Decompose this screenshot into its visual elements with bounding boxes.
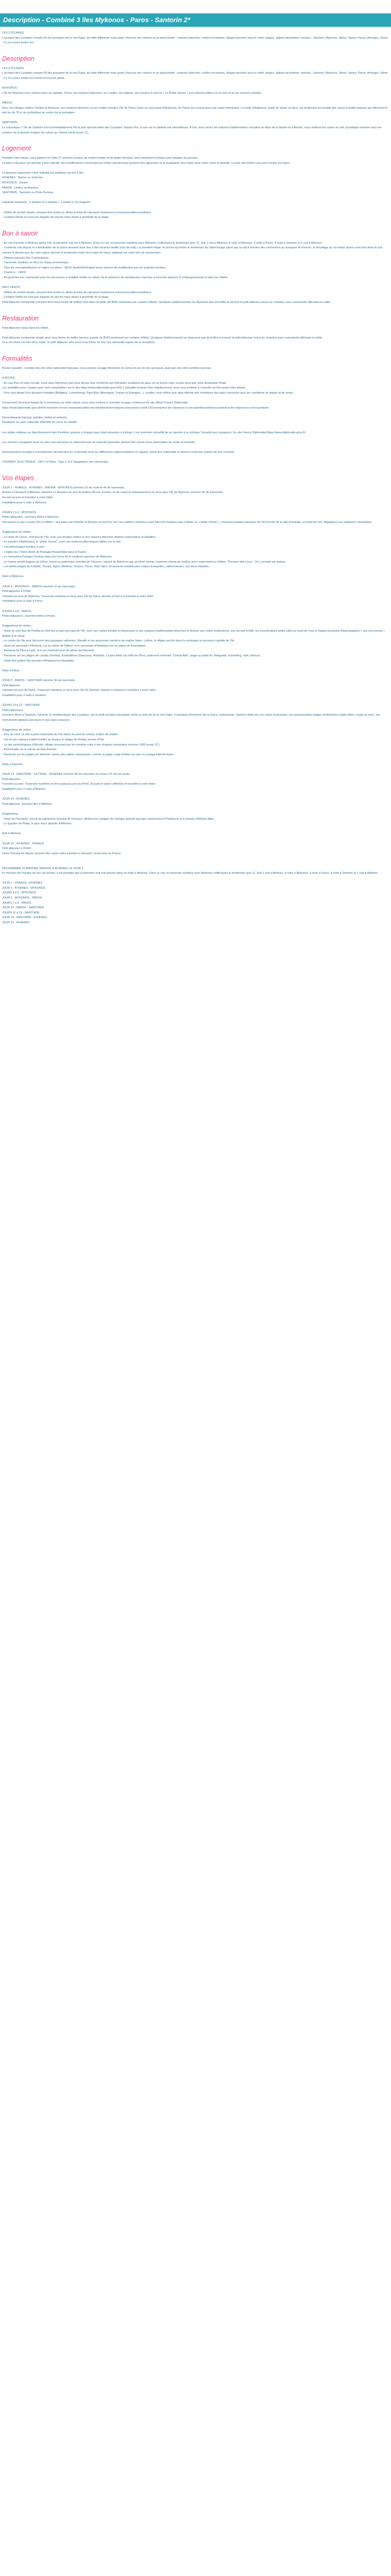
paragraph: - En cas d'un vol avec escale, nous vous informons que vous devrez être conforme aux formalités sanitaires du pays où se trouve votre escale ainsi que votre destination finale. (2, 381, 227, 385)
spacer (2, 570, 389, 575)
spacer (2, 505, 389, 511)
paragraph: La liste ci-dessous est donnée à titre indicatif, des modifications concernant les hôtels sélectionnés peuvent être apportées et la localisation des hôtels peut varier selon la période. La liste des hôtels vous sera remise sur place. (2, 161, 291, 165)
paragraph: Ressortissants français (adultes, bébés et enfants) : (2, 416, 69, 419)
paragraph: Ressortissants étrangers et binationaux devront être en conformité avec les différentes réglementations en vigueur, selon leur nationalité et doivent s'informer auprès de leur consulat. (2, 451, 235, 454)
paragraph: - Parsiente sur les plages de Livadia (Parikia), Kolimbithres (Naoussa), Ambelas. La plus belle est celle de Drios, justement nommée "Chrissi Akti", plage au sable fin, Beligrade, snorkeling, voile, kitesurf... (2, 654, 262, 657)
section (2, 31, 389, 46)
paragraph: JOUR 14 : ATHENES (2, 798, 30, 801)
paragraph: Nuits à Santorin (2, 763, 23, 767)
paragraph: - Le monastère Panagia Tourliani dans les terres de la moderne paroisse de Mykonos. (2, 555, 112, 559)
paragraph: JOUR 6 : MYKONOS - PAROS (2, 896, 42, 900)
paragraph: Petit-déjeuner à l'hôtel. (2, 590, 32, 594)
paragraph: Petit-déjeuner. Journée libre à Athènes. (2, 802, 53, 806)
paragraph: Selon l'horaire de départ, journée libre avant votre transfert à l'aéroport. Envol pour la France. (2, 852, 122, 855)
paragraph: Installation pour 4 nuits à Santorin. (2, 693, 47, 697)
spacer (2, 698, 389, 703)
paragraph: Ci-dessous logements à titre indicatif (ou similaire) sur les 3 îles : (2, 171, 86, 175)
spacer (2, 206, 389, 211)
spacer (2, 856, 389, 861)
spacer (2, 166, 389, 171)
spacer (2, 196, 389, 201)
paragraph: JOURS 11 à 13 : SANTORIN (2, 911, 40, 914)
paragraph: Nuit à Athènes. (2, 832, 22, 836)
paragraph: - Programme non contractuel pour les personnes à mobilité réduite en raison de la présence de nombreuses marches à bord des bateaux (2 embarquements) et dans les hôtels. (2, 276, 229, 279)
paragraph: JOURS 7 à 9 : PAROS (2, 901, 31, 905)
paragraph: SANTORIN : Santorini ou Porto Perissa (2, 191, 53, 195)
paragraph: https://www.diplomatie.gouv.fr/fr/le-ministere-et-son-reseau/actualites-du-ministere/informations-coronavirus-covid-19/coronavirus-les-reponses-a-vos-questions/article/coronavirus-les-reponses-a-vos-questions (2, 406, 269, 410)
spacer (2, 723, 389, 728)
paragraph: JOURS 10 à 12 : SANTORIN (2, 703, 40, 707)
paragraph: Capacité maximum : 3 adultes ou 2 adultes + 1 enfant (+ fin d'apport). (2, 201, 92, 205)
paragraph: Concernant l'éventuel impact du Coronavirus sur votre séjour, nous vous invitons à consulter la page ci-dessous du site officiel France Diplomatie : (2, 401, 189, 405)
paragraph: Accueil au port et transfert à votre hôtel. (2, 496, 54, 499)
paragraph: JOUR 15 : ATHENES (2, 921, 30, 925)
paragraph: - Visite des petites îles proches d'Antiparos et Despotiko. (2, 659, 75, 663)
spacer (2, 331, 389, 336)
paragraph: - Les belles plages de Kalafati, Tourlos, Agios Stefanos, Psarou, Ornos, Plati Yalos. Et aussi de nombreuses criques tranquilles, sablonneuses, aux vieux limpides... (2, 565, 211, 569)
paragraph: - Le site archéologique d'Akrotiri, village recouvert par les cendres suite à une éruption volcanique (environ 1500 avant J.C) (2, 743, 160, 747)
spacer (2, 792, 389, 798)
paragraph: Transfert au port. Traversée maritime en ferry jusqu'au port du Pirée. Accueil et visite à Athènes et transfert à votre hôtel. (2, 783, 156, 786)
spacer (2, 604, 389, 609)
paragraph: - Naoussa (le Pisa à vaut), et et au charmant port de pêche de Naoussa. (2, 649, 95, 653)
paragraph: - Pour tout départ d'un aéroport frontalier (Belgique, Luxembourg, Pays-Bas, Allemagne, Suisse ou Espagne...), veuillez vous référer aux sites officiels des ministères des pays concernés pour les conditions de départ et de retour. (2, 391, 294, 395)
spacer (2, 435, 389, 440)
spacer (2, 455, 389, 461)
spacer (2, 445, 389, 450)
paragraph: MYKONOS : Zanels (2, 181, 28, 185)
spacer (2, 876, 389, 882)
paragraph: INFO VERITE : (2, 286, 22, 290)
paragraph: Découvrez ce qui a rendu l'île si célèbre : ses jolies rues étroites et fleuries en bord de mer, les célèbres moulins à vent dans les hauteurs des collines, la « petite Venise », charmant quartier populaire de l'île proche de la ville principale, en bord de mer, dégageant une ambiance romantique. (2, 520, 372, 524)
paragraph: COURANT ÉLECTRIQUE : 230 V et 50Hz. Type C et F. Adaptateur non nécessaire. (2, 461, 109, 464)
paragraph: PROGRAMME SI ARRIVEE TARDIVE À ATHÈNES LE JOUR 1 : (2, 867, 85, 870)
paragraph: Nuits à Mykonos. (2, 575, 24, 579)
paragraph: Petits-déjeuners. Journées libres à Mykonos. (2, 516, 60, 519)
paragraph: - Parsiente sur les plages de Santorin, issues des sables volcaniques, comme la plage rouge Kokkini au sud ou la plage blanche Aspri. (2, 753, 174, 756)
paragraph: - Tous les correspondances et règles sur place : ZEUS (Hydrofoil/Seajet) (sous réserve de modification par les autorités locales). (2, 266, 167, 269)
paragraph: Le volcanique / L'île de Santorin est incontestablement l'île la plus spectaculaire des Cyclades. Depuis Fira, la vue sur la caldeira est merveilleuse. A Oia, vous verrez les maisons traditionnelles creusées au flanc de la falaise et à Akrotiri, vous visiterez les ruines du site cycladique essaimé sous les cendres de la grande éruption du volcan au 16ème siècle avant J.C. (2, 126, 383, 134)
paragraph: - Check-in : 14h00 (2, 271, 26, 275)
paragraph: - Visite de l'Acropole, inscrit au patrimoine mondial de l'Unesco, abritant les vestiges de l'antique période grecque notamment le Parthénon et le temple d'Athéna Niké. (2, 817, 215, 821)
spacer (2, 426, 389, 431)
section (2, 355, 389, 465)
paragraph: L'archipel des Cyclades compte 56 îles groupées de la mer Égée, de taille différente mais ayant chacune son charme et sa particularité : maisons blanches, ruelles escarpées, villages perchés sous le soleil, plages, églises byzantines, moulins...Santorin, Mykonos, Sifnos, Naxos, Paros, Amorgos, Délos : il y en a pour toutes les envies et tous les goûts. (2, 72, 389, 80)
paragraph: JOUR 1 : FRANCE - ATHENES - RAFINA - MYKONOS (environ 1h de route et 4h de traversée) (2, 486, 125, 489)
paragraph: Petit-déjeuner continental simple servi sous forme de buffet (service à partir de 8h30 seulement sur certains hôtels). Quelques établissements ne disposent pas de buffet et servent le petit-déjeuner inclus en chambre sous commande effectuée la veille. (2, 336, 323, 340)
paragraph: Pendant votre séjour, vous logerez en hôtel 2* (normes locales) de confort simple et de petite structure, dont seulement certains sont équipés de piscines. (2, 157, 199, 160)
paragraph: JOURS 2 à 4 : MYKONOS (2, 511, 37, 514)
paragraph: - Visite du sanctuaire d'Artémis, sur la colline de Dilliani, et le sanctuaire d'Asklépios sur la colline de Koundados. (2, 644, 146, 648)
paragraph: JOUR 14 : SANTORIN - ATHENES (2, 916, 47, 920)
section (2, 315, 389, 346)
paragraph: JOUR 1 : FRANCE - ATHENES (2, 882, 43, 885)
paragraph: - Certains hôtels ne sont pas équipés de piscine mais situés à proximité de la plage. (2, 216, 110, 219)
paragraph: JOUR 5 : MYKONOS - PAROS (environ 1h de traversée) (2, 585, 75, 588)
paragraph: JOUR 10 : PAROS - SANTORIN (2, 906, 44, 910)
paragraph: Petit-déjeuner continental (souvent servi sous forme de buffet) servi dans la partie de 8h00 seulement sur certains hôtels). Quelques établissements ne disposent pas de buffet et servent le petit-déjeuner inclus en chambre sous commande effectuée la veille. (2, 300, 331, 304)
spacer (2, 768, 389, 773)
paragraph: LES CYCLADES (2, 66, 24, 70)
paragraph: Journées libres à Santorin. Santorin, le emblématique des Cyclades, est un petit archipel volcanique niché au sud-est de la mer Egée, à quelques kilomètres de la Grèce continentale. Santorin attire par son cadre enchanteur, ses spectaculaires plages multicolores (sable blanc, rouge ou noir), ses monuments typiques grecques et ses eaux turquoise. (2, 714, 381, 722)
paragraph: - Traversée maritime en ferry en classe économique (2, 261, 69, 265)
paragraph: Petit-déjeuner. (2, 777, 21, 781)
section (2, 230, 389, 306)
paragraph: JOUR 2 : ATHENES - MYKONOS (2, 886, 45, 890)
paragraph: - Hôtels de confort simple, pouvant être isolés ou situés proche de l'aéroport (nuisances sonores/visuelles possibles). (2, 211, 152, 214)
paragraph: Les mineurs voyageant seuls ou avec une personne ne disposant pas de l'autorité parentale doivent être munis d'une autorisation de sortie de territoire. (2, 440, 196, 444)
paragraph: Installation pour 2 nuits à Athènes. (2, 788, 46, 791)
paragraph: Avec ses villages côtiers, Parikia et Naoussa, aux maisons blanches et aux ruelles étroites, l'île de Paros (situe au sud-ouest d'Mykonos), de Paros est connue pour son cadre intemporel. La visite d'Antiparos, petite île située en face, est facilement accessible par cirque et petits bateaux qui sillonnent le port ou de 70 m de profondeur au centre de la montagne. (2, 106, 389, 115)
paragraph: - Fira, au nord, la ville la plus importante de l'île située au pied du volcan, à flanc de falaise. (2, 733, 119, 737)
paragraph: L'île de Mykonos vous séduira avec sa capitale, Chora, ses maisons blanches, ses ruelles, ses églises, ses moulins à vent et « La Petite Venise » aux maisons bâties sur la mer et sa vie nocturne animée. (2, 91, 262, 95)
section-heading: Logement (2, 145, 31, 152)
paragraph: JOUR 15 : ATHENES - FRANCE (2, 842, 44, 845)
paragraph: Petit-déjeuner. (2, 684, 21, 687)
paragraph: En fonction de l'horaire de son vol arrivée, il est possible que la première nuit soit passée dans un hôtel à Athènes. Dans ce cas, la traversée maritime pour Mykonos s'effectuera le lendemain (jour 2). Soit 1 nuit à Athènes, 4 nuits à Mykonos, 4 nuits à Paros, 4 nuits à Santorin et 1 nuit à Athènes : (2, 872, 380, 875)
spacer (2, 411, 389, 416)
section (2, 474, 389, 926)
spacer (2, 281, 389, 286)
spacer (2, 837, 389, 842)
paragraph: Suggestions de visites : (2, 728, 32, 732)
spacer (2, 116, 389, 121)
paragraph: Les règles relatives au franchissement des frontières propres à chaque pays étant amenées à évoluer, il est vivement conseillé de se reporter à la rubrique "conseils aux voyageurs" du site France Diplomatie.https://www.diplomatie.gouv.fr/ (2, 431, 306, 434)
paragraph: ATHENES : Marine ou Solomou (2, 176, 43, 180)
paragraph: JOURS 3 à 5 : MYKONOS (2, 891, 37, 895)
spacer (2, 580, 389, 585)
content (0, 27, 391, 926)
section-heading: Vos étapes (2, 474, 35, 482)
section-heading: Description (2, 55, 35, 62)
section-heading: Restauration (2, 314, 39, 322)
paragraph: - Hôtels de confort simple, pouvant être isolés ou situés proche de l'aéroport (nuisances sonores/visuelles possibles). (2, 291, 152, 294)
paragraph: - Le centre de l'île pour découvrir des paysages vallonnés. Marathi et les anciennes carrières de marbre blanc. Lefkes, le village perché dans la montagne et ancienne capitale de l'île. (2, 639, 235, 643)
paragraph: Nuits à Paros. (2, 669, 21, 672)
paragraph: - Promenade sur le volcan de Nea Kameni. (2, 748, 57, 752)
paragraph: - Le musée archéologique de Délos, inscrit au patrimoine mondial de l'Unesco, séparé de Mykonos par un étroit chenal, immense champ de fouilles avec notamment la célèbre "Terrasse des Lions". On y accède par bateau. (2, 560, 287, 564)
section (2, 145, 389, 221)
paragraph: - Certains hôtels ne sont pas équipés de piscine mais situés à proximité de la plage. (2, 296, 110, 299)
section-heading: Formalités (2, 354, 32, 362)
section-heading: Bon à savoir (2, 229, 38, 237)
paragraph: Suggestions : (2, 812, 20, 816)
section (2, 55, 389, 135)
paragraph: LES CYCLADES (2, 31, 24, 35)
spacer (2, 619, 389, 624)
paragraph: JOURS 6 à 8 : PAROS (2, 609, 31, 613)
paragraph: - L'église du 17ème siècle de Panagia Paraportiani dans le Kastro. (2, 550, 87, 554)
paragraph: JOUR 9 : PAROS - SANTORIN (environ 3h de traversée) (2, 679, 75, 682)
spacer (2, 526, 389, 531)
spacer (2, 664, 389, 669)
paragraph: - Les pittoresques moulins à vent. (2, 545, 45, 549)
paragraph: Installation pour 4 nuits à Mykonos. (2, 501, 47, 504)
page-title: Description - Combiné 3 îles Mykonos - Paros - Santorin 2* (0, 13, 391, 27)
paragraph: A NOTER (2, 377, 15, 380)
paragraph: Transfert au port de Mykonos. Traversée maritime en ferry pour l'île de Paros. Arrivée à Paros et transfert à votre hôtel. (2, 595, 154, 598)
paragraph: Si le vol retour est très tôt le matin, le petit déjeuner sera servi sous forme de box (sur demande auprès de la réception). (2, 341, 156, 345)
paragraph: Passeport ou carte nationale d'identité en cours de validité. (2, 421, 78, 425)
paragraph: - En cas d'arrivée à Athènes après 13h, la première nuit est à Athènes. Dans ce cas, la traversée maritime pour Mykonos s'effectuera le lendemain (jour 2). Soit 1 nuit à Athènes, 4 nuits à Mykonos, 4 nuits à Paros, 4 nuits à Santorin et 1 nuit à Athènes. (2, 241, 323, 245)
paragraph: Arrivée à l'aéroport d'Athènes, transfert en direction du port de Rafina (40 km, environ 1h de route) et embarquement en ferry pour l'île de Mykonos (environ 4h de traversée). (2, 491, 224, 495)
paragraph: Suggestions de visites : (2, 624, 32, 628)
paragraph: Installation pour 4 nuits à Paros. (2, 600, 43, 603)
paragraph: JOUR 13 : SANTORIN - LE PIREE - ATHENES (environ 8h de traversée et environ 20 min de route) (2, 773, 130, 776)
paragraph: MYKONOS : (2, 87, 19, 90)
paragraph: Petit déjeuner à l'hôtel. (2, 847, 31, 851)
spacer (2, 96, 389, 101)
paragraph: Petit-déjeuner inclus dans les hôtels. (2, 326, 50, 330)
paragraph: L'archipel des Cyclades compte 56 îles groupées de la mer Égée, de taille différente mais ayant chacune son charme et sa particularité : maisons blanches, ruelles escarpées, villages perchés sous le soleil, plages, églises byzantines, moulins...Santorin, Mykonos, Sifnos, Naxos, Paros, Amorgos, Délos : il y en a pour toutes les... (2, 36, 389, 45)
spacer (2, 757, 389, 762)
paragraph: Bonne nouvelle : Compte tenu de votre nationalité française, vous pouvez voyager librement en Grèce et sur les îles grecques, quel que soit votre schéma vaccinal. (2, 366, 211, 370)
paragraph: PAROS : Lindos ou Anezina (2, 186, 38, 190)
paragraph: Petits-déjeuners. Journées libres à Paros. (2, 615, 56, 618)
paragraph: - Visite du chef-lieu de Parikia (à chef-lieu et port principal de l'île, avec ses ruelles étroites et tortueuses et ses maisons traditionnelles blanches et fleuries aux volets multicolores, son accueil fortifié, les innombrables petits cafés au bord de l'eau et l'église byzantine Ekatontapiliani « aux cent portes » dédiée à la vierge. (2, 630, 386, 638)
spacer (2, 673, 389, 679)
paragraph: - La visite de Chora, chef-lieu de l'île, avec ses étroites ruelles et ses maisons blanches dédiées harmonieux et équilibré. (2, 535, 156, 539)
paragraph: SANTORIN : (2, 121, 19, 125)
spacer (2, 371, 389, 377)
spacer (2, 861, 389, 867)
paragraph: - Le quartier d'Alefkandra, le "petite Venise", avec ses maisons pittoresques bâties sur la mer. (2, 540, 122, 544)
paragraph: Suggestions de visites : (2, 531, 32, 534)
paragraph: - Départs garantis dès 2 participants. (2, 256, 50, 260)
paragraph: Les modalités pour chaque pays sont consultables sur le site https://www.diplomatie.gouv.fr/fr/ L'actualité évoluant très régulièrement, nous vous invitons à consulter un lien avant votre départ. (2, 386, 246, 390)
spacer (2, 827, 389, 832)
paragraph: PAROS : (2, 101, 14, 105)
paragraph: Petits-déjeuners. (2, 708, 24, 712)
spacer (2, 81, 389, 87)
spacer (2, 396, 389, 401)
spacer (2, 807, 389, 812)
paragraph: - Certaines vols depuis et à destination de la Grèce peuvent avoir lieu à des horaires tardifs (vols de nuit). La première étape ne pourra qu'arriver le lendemain de l'atterrissage (ainsi que la nuit d'arrivée) des connexions au transport. A l'inverse, le décollage du vol retour pourra avoir lieu dans la nuit suivant le dernier jour de votre séjour (arrivée le lendemain matin de la date de retour indiquée sur votre bon de commande). (2, 246, 383, 255)
paragraph: - Oia et ses maisons traditionnelles au dessus le village de Finikia, proche d'Oia (2, 738, 104, 742)
paragraph: Transfert au port de Paros. Traversée maritime en ferry pour l'île de Santorin. Arrivée à Santorin et transfert à votre hôtel. (2, 689, 157, 692)
paragraph: - Le quartier de Plaka, le plus vieux quartier d'Athènes. (2, 822, 72, 826)
